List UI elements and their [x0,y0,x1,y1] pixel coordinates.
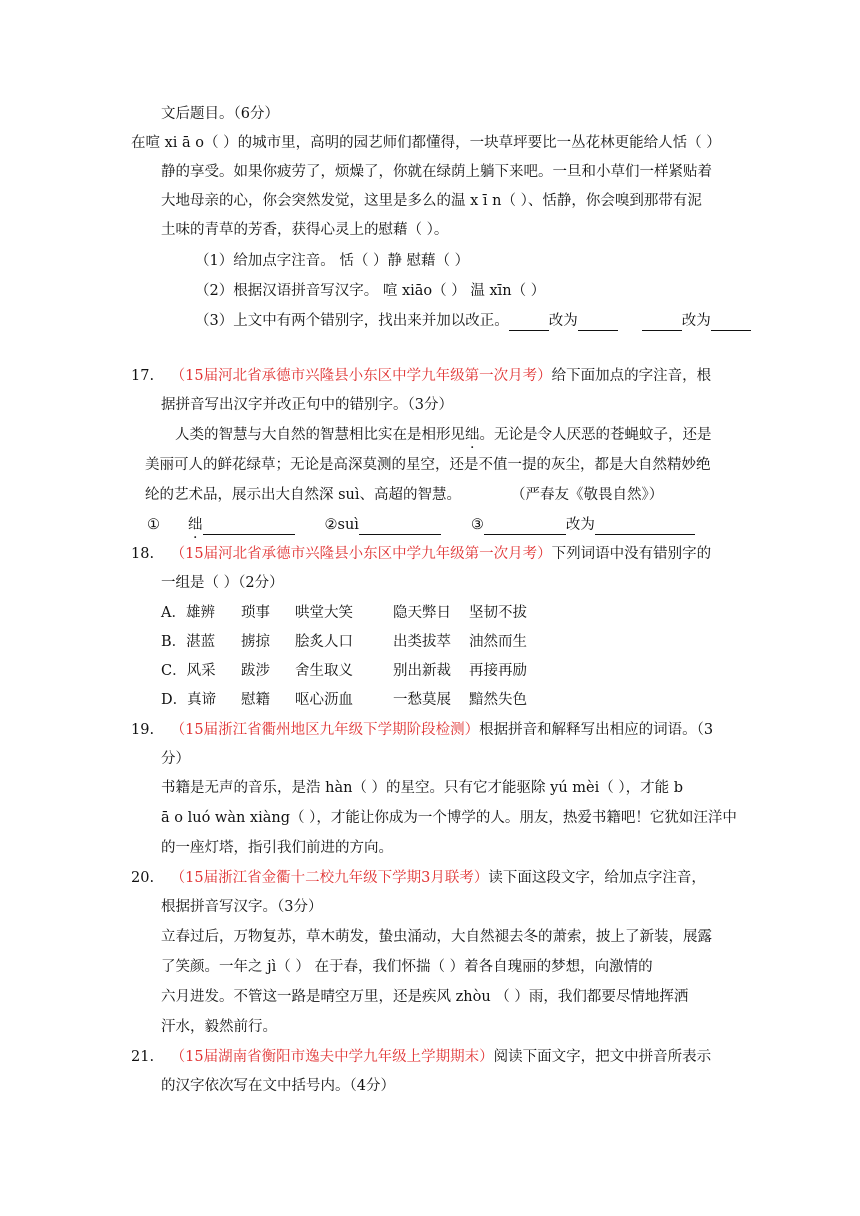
answer-blank[interactable] [359,518,441,535]
question-21-header [131,1047,711,1067]
question-21-prompt-2: 的汉字依次写在文中括号内。（4分） [161,1078,395,1094]
option-word: 脍炙人口 [295,634,353,650]
question-19-prompt-2: 分） [161,751,190,767]
question-19-passage-line-3: 的一座灯塔，指引我们前进的方向。 [161,840,393,856]
option-word: C．风采 [161,663,216,679]
answer-marker: ③ [470,517,484,533]
change-to-label: 改为 [565,517,595,533]
question-17-passage-line-3 [145,485,663,505]
intro-line-4: 大地母亲的心，你会突然发觉，这里是多么的温 x ī n（ ）、恬静，你会嗅到那带有泥 [161,193,702,209]
question-18-prompt-2: 一组是（ ）（2分） [161,575,284,591]
passage-text: 。无论是令人厌恶的苍蝇蚊子，还是 [479,427,712,443]
option-word: 哄堂大笑 [295,605,353,621]
option-c[interactable] [161,661,527,681]
option-word: 出类拔萃 [393,634,451,650]
intro-line-3: 静的享受。如果你疲劳了，烦燥了，你就在绿荫上躺下来吧。一旦和小草们一样紧贴着 [161,164,712,180]
option-word: 呕心沥血 [295,692,353,708]
question-source: （15届湖南省衡阳市逸夫中学九年级上学期期末） [170,1049,494,1065]
question-number: 20. [131,870,155,886]
question-20-passage-line-3: 六月进发。不管这一路是晴空万里，还是疾风 zhòu （ ）雨，我们都要尽情地挥洒 [161,989,689,1005]
option-word: 油然而生 [469,634,527,650]
option-word: 琐事 [241,605,270,621]
question-17-passage-line-1 [175,425,712,445]
question-18-header [131,544,711,564]
question-17-prompt-2: 据拼音写出汉字并改正句中的错别字。（3分） [161,397,453,413]
answer-blank[interactable] [642,314,682,331]
question-20-passage-line-2: 了笑颜。一年之 jì（ ） 在于春，我们怀揣（ ）着各自瑰丽的梦想，向激情的 [161,959,653,975]
question-20-passage-line-4: 汗水，毅然前行。 [161,1019,277,1035]
answer-blank[interactable] [595,518,695,535]
question-prompt: 阅读下面文字，把文中拼音所表示 [493,1049,712,1065]
option-word: D．真谛 [161,692,217,708]
question-prompt: 给下面加点的字注音，根 [551,368,712,384]
option-word: B．湛蓝 [161,634,216,650]
question-prompt: 下列词语中没有错别字的 [551,546,712,562]
option-a[interactable] [161,603,527,623]
question-20-prompt-2: 根据拼音写汉字。（3分） [161,899,323,915]
answer-blank[interactable] [509,314,549,331]
answer-marker: ① [147,517,160,533]
question-17-header [131,366,711,386]
intro-question-3 [195,311,751,331]
intro-question-3-text: （3）上文中有两个错别字，找出来并加以改正。 [195,313,509,329]
question-20-header [131,868,706,888]
question-source: （15届浙江省金衢十二校九年级下学期3月联考） [170,870,489,886]
change-to-label: 改为 [548,313,578,329]
passage-text: 纶的艺术品，展示出大自然深 suì、高超的智慧。 [145,487,462,503]
option-d[interactable] [161,690,527,710]
question-20-passage-line-1: 立春过后，万物复苏，草木萌发，蛰虫涌动，大自然褪去冬的萧索，披上了新装，展露 [161,929,712,945]
question-17-passage-line-2: 美丽可人的鲜花绿草；无论是高深莫测的星空，还是不值一提的灰尘，都是大自然精妙绝 [145,457,711,473]
answer-blank[interactable] [578,314,618,331]
option-word: 掳掠 [241,634,270,650]
question-number: 19. [131,722,155,738]
option-b[interactable] [161,632,527,652]
question-prompt: 读下面这段文字，给加点字注音， [488,870,706,886]
intro-line-5: 土味的青草的芳香，获得心灵上的慰藉（ ）。 [161,222,449,238]
change-to-label: 改为 [681,313,711,329]
question-number: 17. [131,368,155,384]
question-source: （15届河北省承德市兴隆县小东区中学九年级第一次月考） [170,546,552,562]
question-17-answers [147,515,695,535]
option-word: 再接再励 [469,663,527,679]
answer-blank[interactable] [711,314,751,331]
question-source: （15届浙江省衢州地区九年级下学期阶段检测） [170,722,480,738]
question-19-passage-line-2: ā o luó wàn xiàng（ ），才能让你成为一个博学的人。朋友，热爱书籍吧！它犹如汪洋中 [161,810,737,826]
intro-question-2: （2）根据汉语拼音写汉字。 喧 xiāo（ ） 温 xīn（ ） [195,283,546,299]
dotted-char: 绌 [465,427,480,443]
question-number: 18. [131,546,155,562]
answer-blank[interactable] [203,518,295,535]
question-19-header [131,720,713,740]
option-word: 跋涉 [241,663,270,679]
option-word: 坚韧不拔 [469,605,527,621]
option-word: 别出新裁 [393,663,451,679]
option-word: 一愁莫展 [393,692,451,708]
intro-line-2: 在喧 xi ā o（ ）的城市里，高明的园艺师们都懂得，一块草坪要比一丛花林更能给人恬（ ） [131,135,721,151]
question-source: （15届河北省承德市兴隆县小东区中学九年级第一次月考） [170,368,552,384]
option-word: 舍生取义 [295,663,353,679]
intro-question-1: （1）给加点字注音。 恬（ ）静 慰藉（ ） [195,253,470,269]
question-number: 21. [131,1049,155,1065]
passage-source: （严春友《敬畏自然》） [511,487,664,503]
answer-marker: ②suì [324,517,359,533]
dotted-char: 绌 [188,517,203,533]
intro-line-1: 文后题目。（6分） [161,106,279,122]
option-word: 慰籍 [241,692,270,708]
option-word: A．雄辨 [161,605,215,621]
question-19-passage-line-1: 书籍是无声的音乐，是浩 hàn（ ）的星空。只有它才能驱除 yú mèi（ ），才能 b [161,780,684,796]
option-word: 隐天弊日 [393,605,451,621]
passage-text: 人类的智慧与大自然的智慧相比实在是相形见 [175,427,465,443]
question-prompt: 根据拼音和解释写出相应的词语。（3 [479,722,714,738]
answer-blank[interactable] [484,518,566,535]
option-word: 黯然失色 [469,692,527,708]
